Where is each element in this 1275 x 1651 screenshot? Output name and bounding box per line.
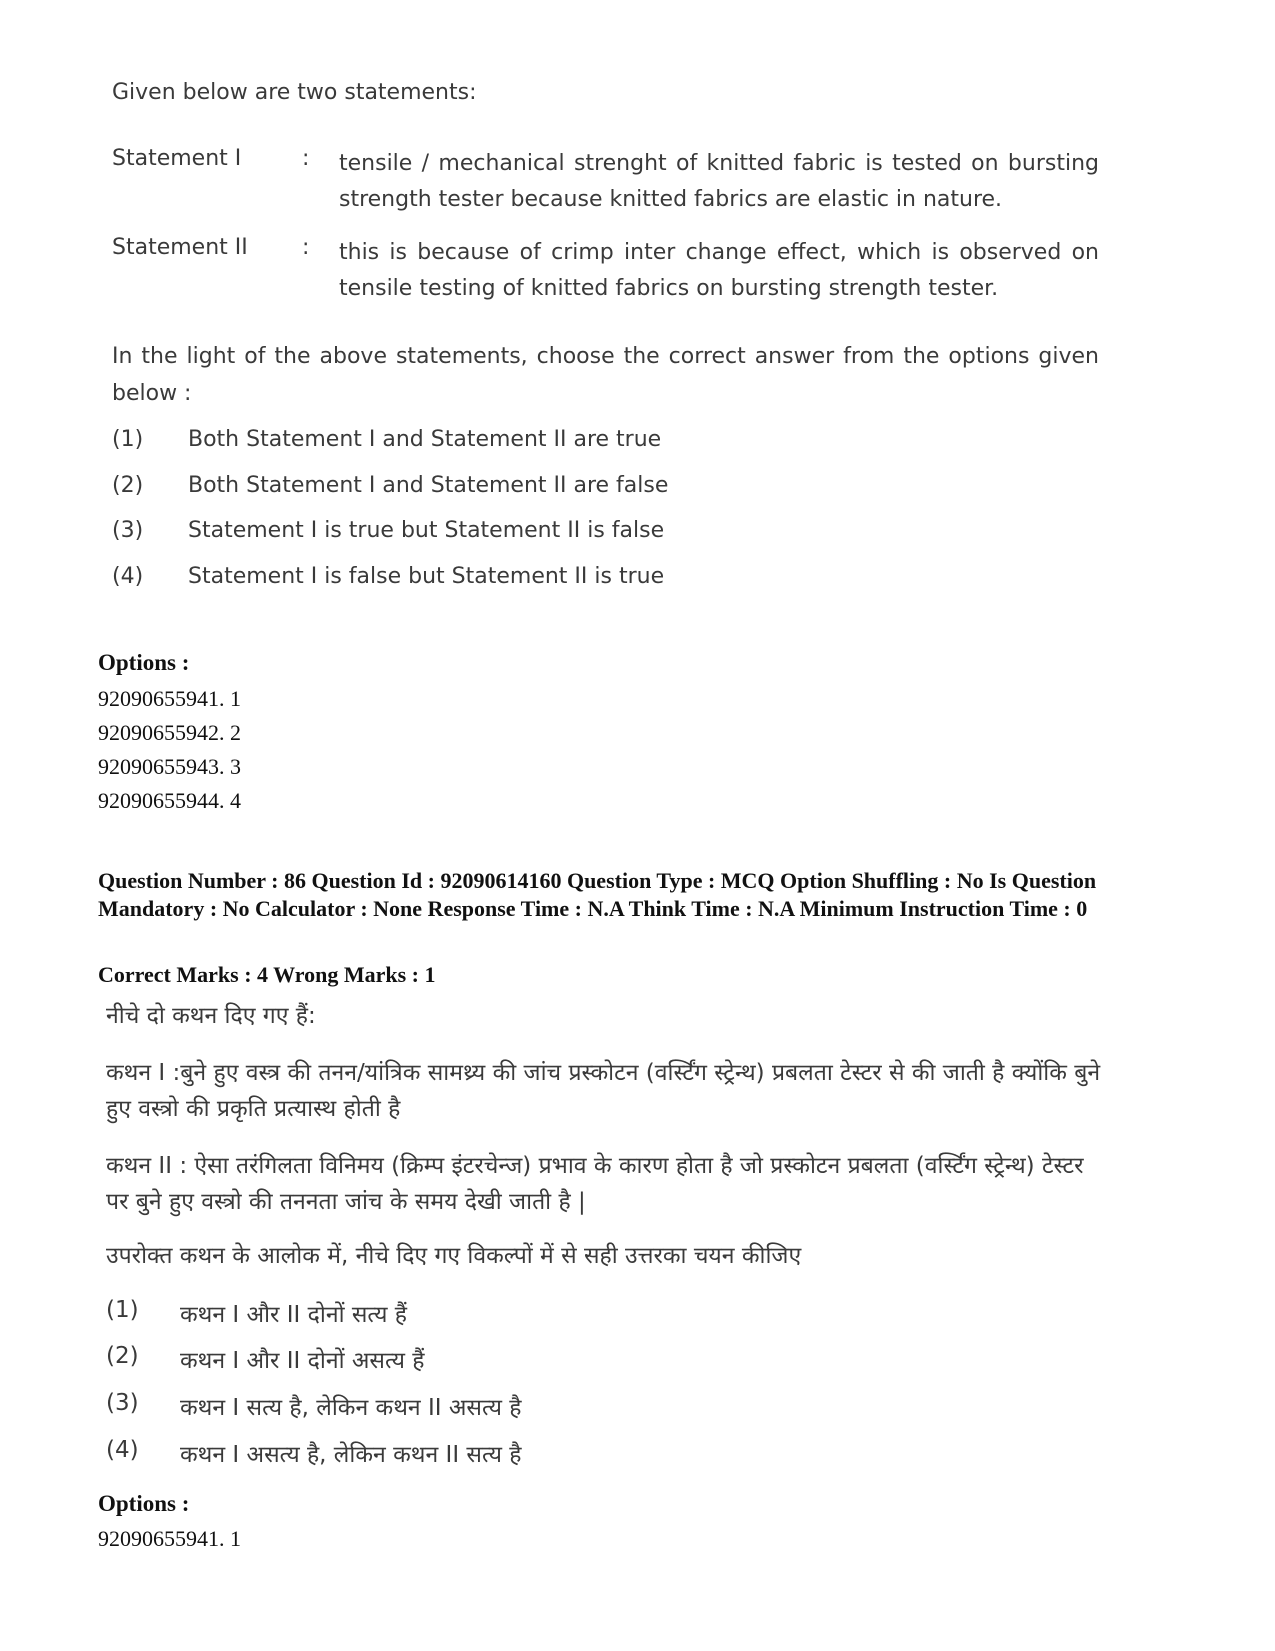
answer-option-number: (1) — [106, 1297, 139, 1323]
answer-option-text: कथन I सत्य है, लेकिन कथन II असत्य है — [180, 1395, 522, 1421]
options-heading: Options : — [98, 650, 190, 675]
answer-option-number: (4) — [112, 564, 144, 589]
answer-option-text: कथन I असत्य है, लेकिन कथन II सत्य है — [180, 1442, 522, 1468]
answer-option-number: (3) — [112, 518, 144, 543]
hindi-statement-2: कथन II : ऐसा तरंगिलता विनिमय (क्रिम्प इंटरचेन्ज) प्रभाव के कारण होता है जो प्रस्कोटन प्रबलता (वर्स्टिंग स्ट्रेन्थ) टेस्टर पर बुने हुए वस्त्रो की तननता जांच के समय देखी जाती है | — [106, 1153, 1084, 1215]
answer-option-number: (3) — [106, 1390, 139, 1416]
statement-1-label: Statement I — [112, 146, 242, 171]
statement-2-colon: : — [302, 235, 310, 260]
statement-1-colon: : — [302, 146, 310, 171]
question-metadata: Question Number : 86 Question Id : 92090614160 Question Type : MCQ Option Shuffling : No Is Question Mandatory : No Calculator : None Response Time : N.A Think Time : N.A Minimum Instruction Time : 0 — [98, 868, 1097, 921]
answer-option-number: (2) — [106, 1343, 139, 1369]
hindi-question-intro: नीचे दो कथन दिए गए हैं: — [106, 1003, 316, 1029]
option-id-line: 92090655943. 3 — [98, 754, 241, 779]
answer-option-text: कथन I और II दोनों असत्य हैं — [180, 1348, 425, 1374]
hindi-question-instruction: उपरोक्त कथन के आलोक में, नीचे दिए गए विकल्पों में से सही उत्तरका चयन कीजिए — [106, 1243, 802, 1269]
statement-2-label: Statement II — [112, 235, 248, 260]
question-marks: Correct Marks : 4 Wrong Marks : 1 — [98, 962, 436, 987]
option-id-line: 92090655941. 1 — [98, 1526, 241, 1551]
option-id-line: 92090655944. 4 — [98, 788, 241, 813]
answer-option-text: Statement I is true but Statement II is false — [188, 518, 665, 543]
question-intro: Given below are two statements: — [112, 80, 477, 105]
option-id-line: 92090655942. 2 — [98, 720, 241, 745]
answer-option-number: (2) — [112, 473, 144, 498]
answer-option-text: Both Statement I and Statement II are false — [188, 473, 669, 498]
option-id-line: 92090655941. 1 — [98, 686, 241, 711]
question-instruction: In the light of the above statements, choose the correct answer from the options given below : — [112, 344, 1099, 406]
answer-option-text: Statement I is false but Statement II is true — [188, 564, 665, 589]
options-heading: Options : — [98, 1491, 190, 1516]
answer-option-text: Both Statement I and Statement II are true — [188, 427, 662, 452]
statement-1-text: tensile / mechanical strenght of knitted fabric is tested on bursting strength tester because knitted fabrics are elastic in nature. — [339, 151, 1099, 212]
answer-option-number: (4) — [106, 1437, 139, 1463]
answer-option-number: (1) — [112, 427, 144, 452]
statement-2-text: this is because of crimp inter change effect, which is observed on tensile testing of knitted fabrics on bursting strength tester. — [339, 240, 1099, 301]
answer-option-text: कथन I और II दोनों सत्य हैं — [180, 1302, 407, 1328]
hindi-statement-1: कथन I :बुने हुए वस्त्र की तनन/यांत्रिक सामथ्र्य की जांच प्रस्कोटन (वर्स्टिंग स्ट्रेन्थ) प्रबलता टेस्टर से की जाती है क्योंकि बुने हुए वस्त्रो की प्रकृति प्रत्यास्थ होती है — [106, 1060, 1101, 1122]
